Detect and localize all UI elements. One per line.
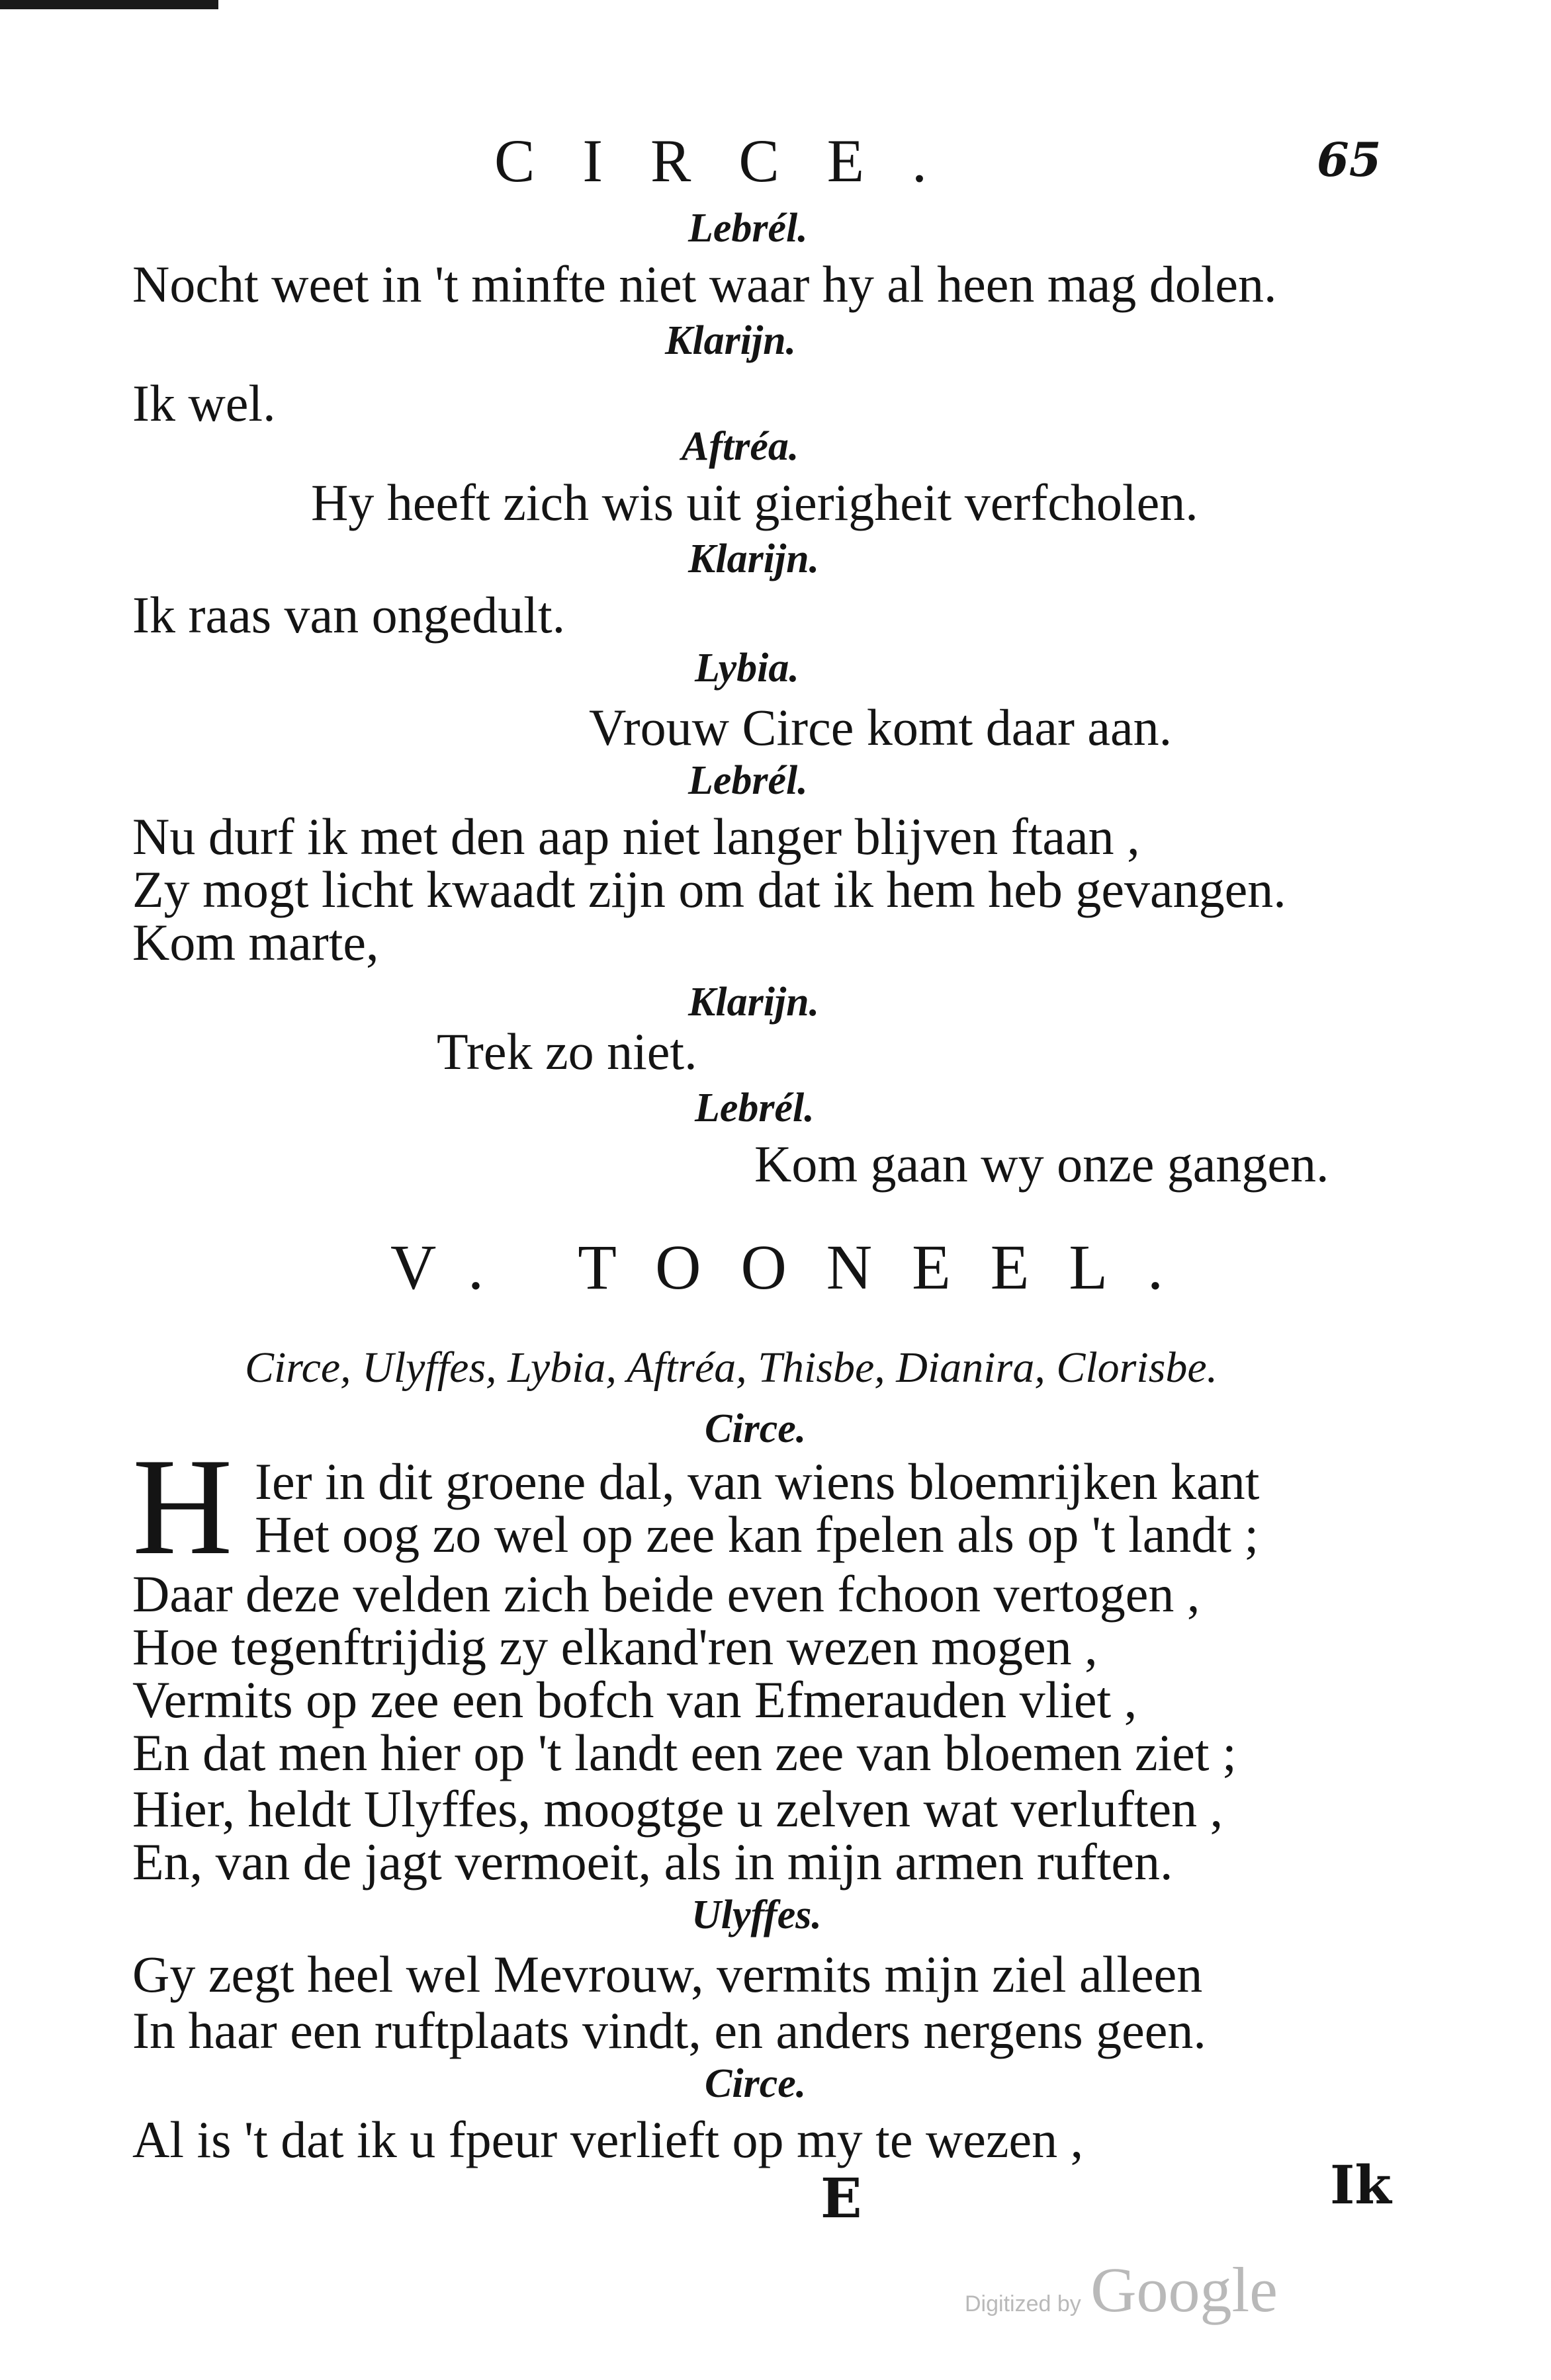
verse-line: En dat men hier op 't landt een zee van bloemen ziet ; (132, 1724, 1237, 1781)
verse-line: Gy zegt heel wel Mevrouw, vermits mijn ziel alleen (132, 1945, 1203, 2003)
verse-line: Het oog zo wel op zee kan fpelen als op 't landt ; (255, 1506, 1259, 1563)
speaker-name: Ulyffes. (691, 1892, 822, 1937)
verse-line: Hier, heldt Ulyffes, moogtge u zelven wat verluften , (132, 1780, 1223, 1838)
speaker-name: Lebrél. (688, 758, 808, 803)
scan-edge-mark (0, 0, 218, 9)
verse-line: En, van de jagt vermoeit, als in mijn armen ruften. (132, 1833, 1173, 1891)
verse-line: Kom marte, (132, 914, 379, 971)
cast-list: Circe, Ulyffes, Lybia, Aftréa, Thisbe, Dianira, Clorisbe. (245, 1343, 1218, 1392)
verse-line: Ier in dit groene dal, van wiens bloemrijken kant (255, 1453, 1260, 1510)
speaker-name: Klarijn. (688, 980, 820, 1025)
speaker-name: Circe. (705, 1406, 807, 1451)
verse-line: Vrouw Circe komt daar aan. (589, 699, 1173, 756)
verse-line: Hy heeft zich wis uit gierigheit verfcholen. (311, 474, 1198, 531)
verse-line: Vermits op zee een bofch van Efmerauden vliet , (132, 1671, 1137, 1728)
verse-line: Kom gaan wy onze gangen. (754, 1135, 1329, 1193)
speaker-name: Aftréa. (682, 424, 799, 469)
page-number: 65 (1317, 132, 1382, 187)
catchword: Ik (1330, 2154, 1392, 2216)
speaker-name: Lebrél. (695, 1085, 815, 1130)
running-title: CIRCE. (494, 127, 975, 194)
verse-line: Zy mogt licht kwaadt zijn om dat ik hem heb gevangen. (132, 861, 1286, 918)
watermark-logo-text: Google (1090, 2254, 1278, 2325)
signature-mark: E (820, 2167, 862, 2231)
speaker-name: Circe. (705, 2061, 807, 2106)
watermark-small-text: Digitized by (965, 2291, 1081, 2316)
verse-line: In haar een ruftplaats vindt, en anders nergens geen. (132, 2002, 1206, 2059)
speaker-name: Klarijn. (665, 318, 797, 363)
speaker-name: Lebrél. (688, 206, 808, 251)
speaker-name: Lybia. (695, 646, 799, 691)
verse-line: Ik raas van ongedult. (132, 586, 566, 644)
verse-line: Nu durf ik met den aap niet langer blijven ftaan , (132, 808, 1140, 865)
verse-line: Nocht weet in 't minfte niet waar hy al heen mag dolen. (132, 255, 1277, 313)
drop-cap: H (132, 1430, 233, 1584)
verse-line: Al is 't dat ik u fpeur verlieft op my te wezen , (132, 2111, 1084, 2168)
verse-line: Hoe tegenftrijdig zy elkand'ren wezen mogen , (132, 1618, 1098, 1676)
verse-line: Ik wel. (132, 374, 276, 432)
scene-heading: V. TOONEEL. (390, 1232, 1204, 1302)
verse-line: Trek zo niet. (437, 1023, 697, 1080)
speaker-name: Klarijn. (688, 536, 820, 581)
verse-line: Daar deze velden zich beide even fchoon vertogen , (132, 1565, 1200, 1623)
digitized-watermark (965, 2253, 1278, 2326)
